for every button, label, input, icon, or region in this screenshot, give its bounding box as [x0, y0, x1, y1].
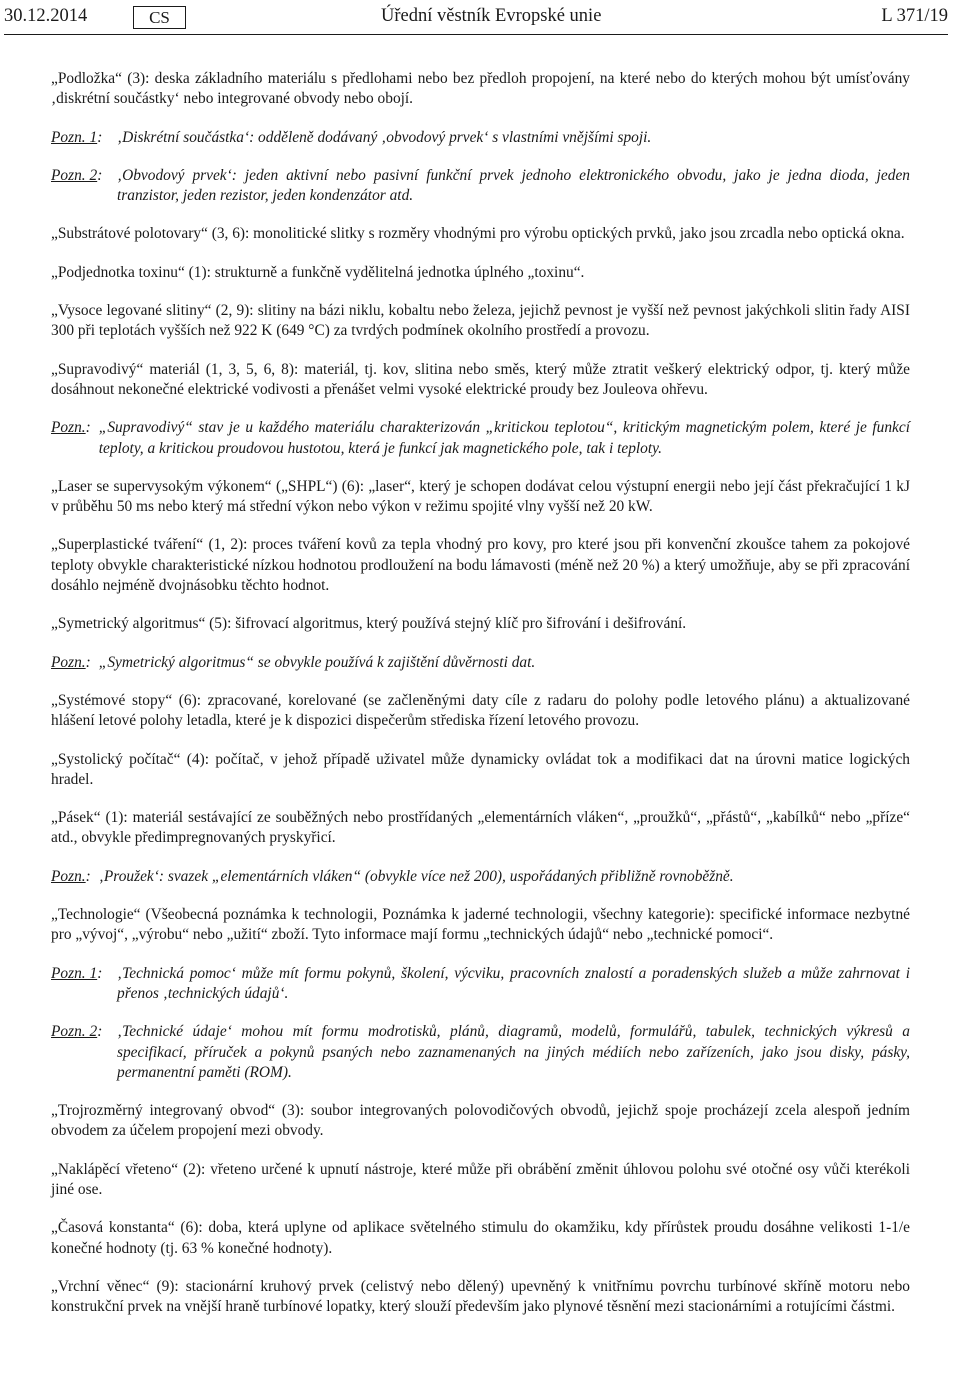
note-text: ‚Technické údaje‘ mohou mít formu modrotisků, plánů, diagramů, modelů, formulářů, tabulek, technických výkresů a specifikací, příruček a pokynů psaných nebo zaznamenaných na jiných médiích nebo zařízeních, jako jsou disky, pásky, permanentní paměti (ROM). [117, 1023, 910, 1081]
note-block [51, 867, 910, 887]
definition-paragraph: „Vysoce legované slitiny“ (2, 9): slitiny na bázi niklu, kobaltu nebo železa, jejichž pevnost je vyšší než pevnost jakýchkoli slitin řady AISI 300 při teplotách vyšších než 922 K (649 °C) za tvrdých podmínek okolního prostředí a provozu. [51, 302, 910, 340]
definition-paragraph: „Substrátové polotovary“ (3, 6): monolitické slitky s rozměry vhodnými pro výrobu optických prvků, jako jsou zrcadla nebo optická okna. [51, 225, 905, 243]
publication-date: 30.12.2014 [4, 6, 88, 26]
note-label: Pozn. 1: [51, 128, 103, 146]
note-block [51, 653, 910, 673]
document-body [51, 69, 910, 1335]
definition-paragraph: „Technologie“ (Všeobecná poznámka k technologii, Poznámka k jaderné technologii, všechny kategorie): specifické informace nezbytné pro „vývoj“, „výrobu“ nebo „užití“ zboží. Tyto informace mají formu „technických údajů“ nebo „technické pomoci“. [51, 906, 910, 944]
note-block [51, 964, 910, 1005]
note-label: Pozn. 2: [51, 166, 103, 184]
definition-paragraph: „Laser se supervysokým výkonem“ („SHPL“) (6): „laser“, který je schopen dodávat celou výstupní energii nebo její část překračující 1 kJ v průběhu 50 ms nebo který má střední výkon nebo výkon v režimu spojité vlny vyšší než 20 kW. [51, 477, 910, 516]
note-text: „Supravodivý“ stav je u každého materiálu charakterizován „kritickou teplotou“, kritickým magnetickým polem, které je funkcí teploty, a kritickou proudovou hustotou, která je funkcí jak magnetického pole, tak i teploty. [98, 419, 910, 457]
definition-paragraph: „Superplastické tváření“ (1, 2): proces tváření kovů za tepla vhodný pro kovy, pro které jsou při konvenční zkoušce tahem za pokojové teploty obvykle charakteristické nízkou hodnotou prodloužení na bodu lámavosti (méně než 20 %) a který umožňuje, aby se při zpracování dosáhlo nejméně dvojnásobku těchto hodnot. [51, 536, 910, 595]
note-label: Pozn. 1: [51, 964, 103, 982]
note-text: ‚Diskrétní součástka‘: odděleně dodávaný ‚obvodový prvek‘ s vlastními vnějšími spoji. [117, 128, 652, 146]
note-label: Pozn. 2: [51, 1023, 103, 1041]
language-code-box: CS [133, 6, 186, 29]
definition-paragraph: „Pásek“ (1): materiál sestávající ze souběžných nebo prostřídaných „elementárních vláken“, „proužků“, „přástů“, „kabílků“ nebo „příze“ atd., obvykle předimpregnovaných pryskyřicí. [51, 809, 910, 847]
note-label: Pozn.: [51, 653, 91, 671]
definition-paragraph: „Systolický počítač“ (4): počítač, v jehož případě uživatel může dynamicky ovládat tok a modifikaci dat na úrovni matice logických hradel. [51, 750, 910, 788]
header-rule [4, 34, 948, 35]
page-header [4, 6, 948, 32]
note-text: ‚Proužek‘: svazek „elementárních vláken“ (obvykle více než 200), uspořádaných přibližně rovnoběžně. [98, 867, 734, 885]
note-block [51, 166, 910, 207]
note-label: Pozn.: [51, 419, 91, 437]
page-number: L 371/19 [881, 6, 948, 26]
journal-title: Úřední věstník Evropské unie [381, 6, 602, 26]
definition-paragraph: „Naklápěcí vřeteno“ (2): vřeteno určené k upnutí nástroje, které může při obrábění změnit úhlovou polohu své otočné osy vůči kterékoli jiné ose. [51, 1160, 910, 1198]
note-block [51, 1022, 910, 1083]
note-text: ‚Obvodový prvek‘: jeden aktivní nebo pasivní funkční prvek jednoho elektronického obvodu, jako je jedna dioda, jeden tranzistor, jeden rezistor, jeden kondenzátor atd. [117, 166, 910, 205]
definition-paragraph: „Časová konstanta“ (6): doba, která uplyne od aplikace světelného stimulu do okamžiku, kdy přírůstek proudu dosáhne velikosti 1-1/e konečné hodnoty (tj. 63 % konečné hodnoty). [51, 1219, 910, 1257]
note-label: Pozn.: [51, 867, 91, 885]
definition-paragraph: „Vrchní věnec“ (9): stacionární kruhový prvek (celistvý nebo dělený) upevněný k vnitřnímu povrchu turbínové skříně motoru nebo konstrukční prvek na vnější hraně turbínové lopatky, který slouží především jako plynové těsnění mezi stacionárními a rotujícími částmi. [51, 1277, 910, 1316]
definition-paragraph: „Trojrozměrný integrovaný obvod“ (3): soubor integrovaných polovodičových obvodů, jejichž spoje procházejí zcela alespoň jedním obvodem za účelem propojení mezi obvody. [51, 1102, 910, 1140]
definition-paragraph: „Symetrický algoritmus“ (5): šifrovací algoritmus, který používá stejný klíč pro šifrování i dešifrování. [51, 615, 687, 633]
note-block [51, 128, 910, 148]
definition-paragraph: „Podložka“ (3): deska základního materiálu s předlohami nebo bez předloh propojení, na které nebo do kterých mohou být umísťovány ‚diskrétní součástky‘ nebo integrované obvody nebo obojí. [51, 70, 910, 108]
note-block [51, 418, 910, 459]
definition-paragraph: „Podjednotka toxinu“ (1): strukturně a funkčně vydělitelná jednotka úplného „toxinu“. [51, 263, 585, 281]
note-text: ‚Technická pomoc‘ může mít formu pokynů, školení, výcviku, pracovních znalostí a poradenských služeb a může zahrnovat i přenos ‚technických údajů‘. [117, 964, 910, 1002]
note-text: „Symetrický algoritmus“ se obvykle používá k zajištění důvěrnosti dat. [98, 653, 536, 671]
definition-paragraph: „Systémové stopy“ (6): zpracované, korelované (se začleněnými daty cíle z radaru do polohy podle letového plánu) a aktualizované hlášení letové polohy letadla, které je k dispozici dispečerům střediska řízení letového provozu. [51, 691, 910, 730]
definition-paragraph: „Supravodivý“ materiál (1, 3, 5, 6, 8): materiál, tj. kov, slitina nebo směs, který může ztratit veškerý elektrický odpor, tj. který může dosáhnout nekonečné elektrické vodivosti a přenášet velmi vysoké elektrické proudy bez Jouleova ohřevu. [51, 360, 910, 398]
